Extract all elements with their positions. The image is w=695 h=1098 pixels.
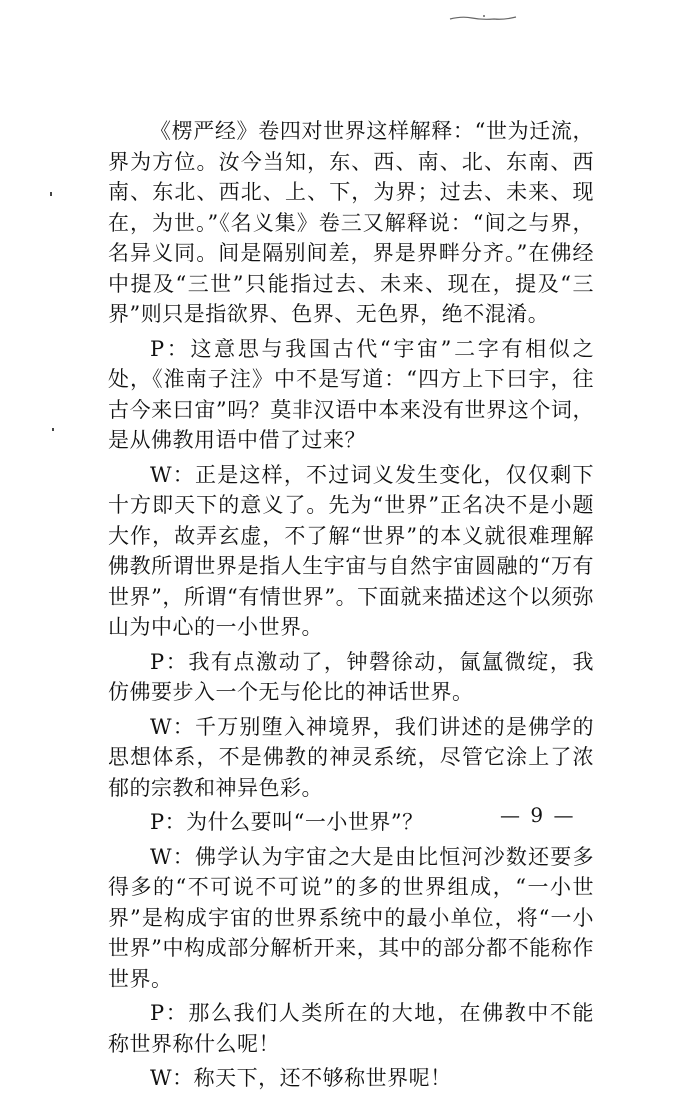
paragraph: W：佛学认为宇宙之大是由比恒河沙数还要多得多的“不可说不可说”的多的世界组成，“一小世界”是构成宇宙的世界系统中的最小单位，将“一小世界”中构成部分解析开来，其中的部分都不能称作世界。 bbox=[108, 844, 594, 991]
paragraph: P：那么我们人类所在的大地，在佛教中不能称世界称什么呢！ bbox=[108, 1001, 594, 1056]
paragraph: W：称天下，还不够称世界呢！ bbox=[150, 1066, 452, 1090]
paragraph: P：为什么要叫“一小世界”？ bbox=[150, 810, 424, 834]
paragraph: W：正是这样，不过词义发生变化，仅仅剩下十方即天下的意义了。先为“世界”正名决不是小题大作，故弄玄虚，不了解“世界”的本义就很难理解佛教所谓世界是指人生宇宙与自然宇宙圆融的“万有世界”，所谓“有情世界”。下面就来描述这个以须弥山为中心的一小世界。 bbox=[108, 462, 594, 639]
scan-speck bbox=[52, 428, 54, 431]
paragraph: W：千万别堕入神境界，我们讲述的是佛学的思想体系，不是佛教的神灵系统，尽管它涂上了浓郁的宗教和神异色彩。 bbox=[108, 714, 594, 800]
scan-artifact-mark bbox=[448, 14, 518, 22]
body-text bbox=[108, 116, 594, 1098]
paragraph: P：这意思与我国古代“宇宙”二字有相似之处，《淮南子注》中不是写道：“四方上下曰宇，往古今来曰宙”吗？莫非汉语中本来没有世界这个词，是从佛教用语中借了过来？ bbox=[108, 336, 594, 452]
paragraph: P：我有点激动了，钟磬徐动，氤氲微绽，我仿佛要步入一个无与伦比的神话世界。 bbox=[108, 649, 594, 704]
paragraph: 《楞严经》卷四对世界这样解释：“世为迁流，界为方位。汝今当知，东、西、南、北、东南、西南、东北、西北、上、下，为界；过去、未来、现在，为世。”《名义集》卷三又解释说：“间之与界，名异义同。间是隔别间差，界是界畔分齐。”在佛经中提及“三世”只能指过去、未来、现在，提及“三界”则只是指欲界、色界、无色界，绝不混淆。 bbox=[108, 119, 594, 326]
page-number: — 9 — bbox=[500, 803, 576, 827]
scan-speck bbox=[50, 192, 52, 196]
